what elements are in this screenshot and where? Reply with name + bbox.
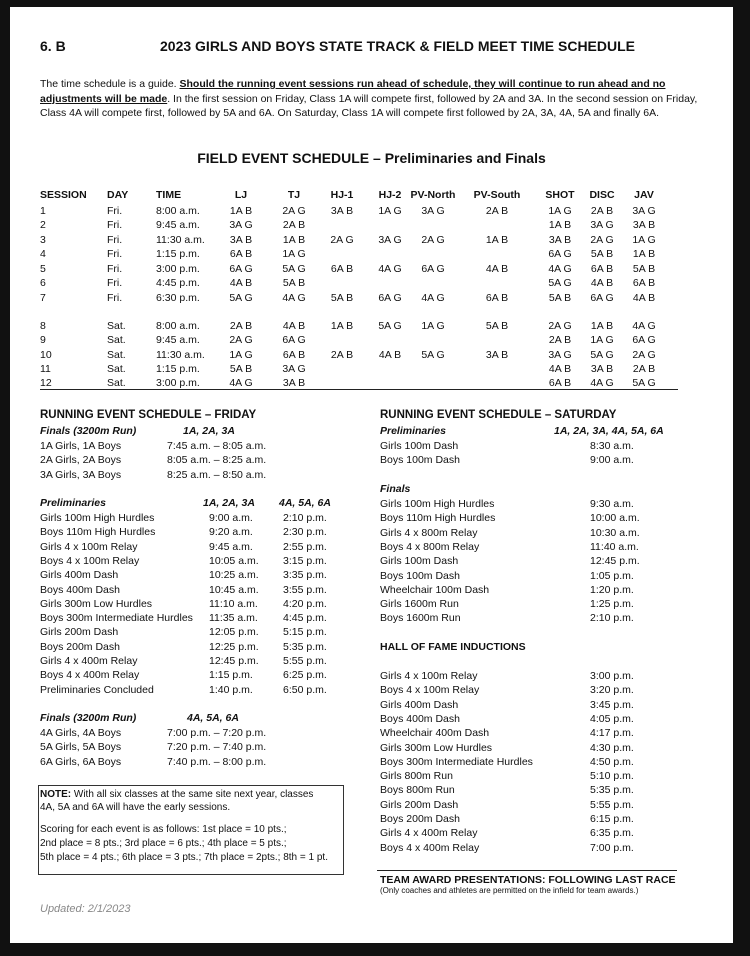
field-table-cell: 6A G [378, 292, 402, 304]
field-table-cell: 1A B [632, 248, 656, 260]
friday-prelim-row: Preliminaries Concluded [40, 683, 154, 696]
field-table-cell: 5A G [421, 349, 445, 361]
friday-finals2-row: 7:00 p.m. – 7:20 p.m. [167, 727, 267, 739]
field-header-cell: DAY [107, 189, 129, 201]
field-table-cell: 4A B [548, 363, 572, 375]
field-header-cell: JAV [634, 189, 654, 201]
field-table-cell: 5A G [590, 349, 614, 361]
field-table-cell: 6A G [229, 263, 253, 275]
field-table-cell: 1A G [590, 334, 614, 346]
team-award-heading: TEAM AWARD PRESENTATIONS: FOLLOWING LAST RACE [380, 874, 676, 886]
friday-finals2-label: Finals (3200m Run) [40, 712, 137, 724]
field-table-cell: 3A B [330, 205, 354, 217]
field-table-cell: 5A B [485, 320, 509, 332]
saturday-prelim-label: Preliminaries [380, 425, 446, 437]
saturday-finals-row: 9:30 a.m. [590, 498, 634, 510]
friday-finals1-row: 8:25 a.m. – 8:50 a.m. [167, 468, 267, 481]
saturday-finals2-row: 4:05 p.m. [590, 712, 634, 725]
field-header-cell: DISC [589, 189, 615, 201]
friday-finals1-row: 3A Girls, 3A Boys [40, 468, 122, 481]
friday-finals1-row: 7:45 a.m. – 8:05 a.m. [167, 440, 267, 452]
field-header-cell: HJ-2 [378, 189, 402, 201]
friday-title: RUNNING EVENT SCHEDULE – FRIDAY [40, 409, 257, 421]
field-table-cell: 5A G [229, 292, 253, 304]
saturday-finals2-row: 5:55 p.m. [590, 798, 634, 811]
friday-prelim-row: 4:45 p.m. [283, 612, 327, 625]
saturday-finals2-row: Boys 300m Intermediate Hurdles [380, 755, 533, 768]
saturday-finals2-row: 3:20 p.m. [590, 684, 634, 697]
friday-finals2-row: 4A Girls, 4A Boys [40, 727, 122, 739]
schedule-sheet [10, 7, 733, 943]
field-table-cell: 4A B [590, 277, 614, 289]
field-table-cell: 2A B [485, 205, 509, 217]
field-table-cell: 2A G [330, 234, 354, 246]
intro-lead: The time schedule is a guide. [40, 78, 177, 90]
field-table-cell: 3A G [421, 205, 445, 217]
saturday-prelim-row: 9:00 a.m. [590, 454, 634, 467]
friday-finals1-row: 2A Girls, 2A Boys [40, 454, 122, 467]
field-header-cell: PV-North [410, 189, 456, 201]
scoring-line3: 5th place = 4 pts.; 6th place = 3 pts.; 7th place = 2pts.; 8th = 1 pt. [40, 852, 328, 863]
field-table-cell: 3:00 p.m. [156, 263, 200, 275]
field-table-cell: 1A B [330, 320, 354, 332]
field-table-cell: 5A B [330, 292, 354, 304]
friday-prelim-row: 2:55 p.m. [283, 540, 327, 553]
field-table-cell: 8:00 a.m. [156, 320, 200, 332]
friday-prelim-row: 1:15 p.m. [209, 669, 253, 682]
field-table-cell: 9:45 a.m. [156, 334, 200, 346]
field-table-cell: 1:15 p.m. [156, 363, 200, 375]
field-table-cell: 3A G [590, 219, 614, 231]
field-table-cell: 3A G [229, 219, 253, 231]
field-table-cell: 6A G [590, 292, 614, 304]
field-table-cell: 4A G [421, 292, 445, 304]
field-table-cell: 3A B [632, 219, 656, 231]
saturday-finals2-row: Girls 400m Dash [380, 698, 459, 711]
saturday-finals2-row: Girls 4 x 400m Relay [380, 827, 478, 840]
field-table-cell: 9 [40, 334, 46, 346]
friday-prelim-row: Boys 110m High Hurdles [40, 526, 156, 539]
saturday-finals-row: 1:20 p.m. [590, 583, 634, 596]
field-table-cell: 3A B [485, 349, 509, 361]
saturday-finals-row: 10:30 a.m. [590, 526, 640, 539]
saturday-finals-label: Finals [380, 483, 411, 495]
scoring-line2: 2nd place = 8 pts.; 3rd place = 6 pts.; 4th place = 5 pts.; [40, 838, 287, 849]
friday-prelim-row: Girls 4 x 400m Relay [40, 655, 138, 667]
friday-prelim-row: 5:55 p.m. [283, 655, 327, 667]
field-table-cell: Fri. [107, 292, 123, 304]
hall-of-fame-label: HALL OF FAME INDUCTIONS [380, 641, 526, 653]
saturday-prelim-row: Boys 100m Dash [380, 454, 460, 467]
saturday-finals-row: 2:10 p.m. [590, 612, 634, 625]
field-schedule-title: FIELD EVENT SCHEDULE – Preliminaries and Finals [197, 150, 546, 166]
field-table-cell: 5A G [548, 277, 572, 289]
friday-prelim-row: 4:20 p.m. [283, 597, 327, 610]
field-table-cell: 2A G [282, 205, 306, 217]
friday-prelim-row: Girls 200m Dash [40, 626, 119, 639]
field-table-cell: 4:45 p.m. [156, 277, 200, 289]
saturday-finals2-row: 6:15 p.m. [590, 813, 634, 825]
field-table-cell: Fri. [107, 234, 123, 246]
field-table-cell: Sat. [107, 363, 126, 375]
team-award-note: (Only coaches and athletes are permitted on the infield for team awards.) [380, 886, 639, 895]
saturday-finals2-row: 6:35 p.m. [590, 827, 634, 840]
field-table-cell: 3A G [548, 349, 572, 361]
field-header-cell: SHOT [545, 189, 575, 201]
saturday-finals-row: 1:25 p.m. [590, 598, 634, 611]
intro-paragraph [40, 77, 700, 121]
friday-prelim-row: Girls 300m Low Hurdles [40, 597, 153, 610]
field-table-cell: 5A G [378, 320, 402, 332]
friday-finals1-class: 1A, 2A, 3A [183, 425, 235, 437]
field-table-cell: 4A B [229, 277, 253, 289]
field-table-cell: 6A B [229, 248, 253, 260]
field-table-cell: 1A B [590, 320, 614, 332]
friday-prelim-row: 11:10 a.m. [209, 597, 258, 610]
field-table-cell: 4A G [548, 263, 572, 275]
saturday-finals2-row: Girls 800m Run [380, 770, 453, 783]
saturday-finals2-row: Boys 800m Run [380, 784, 455, 797]
saturday-finals-row: 10:00 a.m. [590, 512, 640, 525]
friday-prelim-row: Girls 400m Dash [40, 569, 119, 582]
friday-prelim-row: 10:45 a.m. [209, 583, 259, 596]
field-table-cell: 6A G [421, 263, 445, 275]
field-table-cell: Sat. [107, 349, 126, 361]
field-table-cell: Fri. [107, 205, 123, 217]
saturday-finals-row: Girls 100m High Hurdles [380, 498, 495, 510]
field-table-cell: 7 [40, 292, 46, 304]
page-number: 6. B [40, 38, 66, 54]
friday-finals2-row: 6A Girls, 6A Boys [40, 755, 122, 768]
saturday-finals2-row: 4:50 p.m. [590, 755, 634, 768]
field-table-cell: 2A B [632, 363, 656, 375]
field-table-cell: Sat. [107, 320, 126, 332]
friday-finals2-row: 7:20 p.m. – 7:40 p.m. [167, 741, 267, 754]
friday-prelim-row: 1:40 p.m. [209, 683, 253, 696]
saturday-finals-row: Wheelchair 100m Dash [380, 583, 490, 596]
note-text1: With all six classes at the same site next year, classes [73, 789, 314, 800]
field-table-cell: 6A G [548, 248, 572, 260]
saturday-finals-row: 11:40 a.m. [590, 540, 639, 553]
field-table-cell: 4 [40, 248, 46, 260]
saturday-prelim-row: Girls 100m Dash [380, 440, 459, 452]
saturday-finals2-row: 3:00 p.m. [590, 670, 634, 682]
field-table-cell: 6A B [548, 377, 572, 389]
saturday-finals2-row: 4:30 p.m. [590, 741, 634, 754]
field-table-divider [40, 389, 678, 390]
field-table-cell: 12 [40, 377, 52, 389]
field-table-cell: 1A B [548, 219, 572, 231]
field-header-cell: SESSION [40, 189, 87, 201]
scoring-line1: Scoring for each event is as follows: 1st place = 10 pts.; [40, 824, 287, 835]
field-table-cell: 5A B [590, 248, 614, 260]
field-table-cell: 3A B [282, 377, 306, 389]
field-table-cell: 2A G [632, 349, 656, 361]
field-header-cell: PV-South [473, 189, 521, 201]
field-table-cell: 6A G [282, 334, 306, 346]
friday-finals2-class: 4A, 5A, 6A [187, 712, 239, 724]
friday-prelim-row: Boys 300m Intermediate Hurdles [40, 612, 193, 625]
friday-prelim-row: 10:25 a.m. [209, 569, 259, 582]
field-table-cell: 3 [40, 234, 46, 246]
friday-finals1-label: Finals (3200m Run) [40, 425, 137, 437]
intro-rest: . In the first session on Friday, Class 1A will compete first, followed by 2A and 3A. In the second session on Friday, Class 4A will compete first, followed by 5A and 6A. On Saturday, Class 1A will compete first followed by 2A, 3A, 4A, 5A and finally 6A. [40, 92, 698, 119]
friday-prelim-label: Preliminaries [40, 497, 106, 509]
field-header-cell: HJ-1 [330, 189, 354, 201]
friday-prelim-row: 12:45 p.m. [209, 655, 259, 667]
note-label: NOTE: [40, 789, 72, 800]
field-table-cell: 2 [40, 219, 46, 231]
field-table-cell: 4A B [378, 349, 402, 361]
field-table-cell: 1A B [282, 234, 306, 246]
field-table-cell: 3A B [590, 363, 614, 375]
friday-prelim-row: Boys 200m Dash [40, 640, 120, 653]
field-table-cell: 5A B [282, 277, 306, 289]
friday-prelim-row: 9:00 a.m. [209, 512, 253, 524]
field-table-cell: 4A G [229, 377, 253, 389]
field-table-cell: Fri. [107, 263, 123, 275]
saturday-finals-row: 1:05 p.m. [590, 569, 634, 582]
friday-prelim-row: 6:25 p.m. [283, 669, 327, 682]
field-table-cell: 6A B [485, 292, 509, 304]
field-table-cell: 1A B [485, 234, 509, 246]
field-header-cell: TIME [156, 189, 182, 201]
saturday-finals-row: Boys 100m Dash [380, 569, 460, 582]
field-table-cell: 2A G [229, 334, 253, 346]
field-table-cell: 2A G [548, 320, 572, 332]
field-table-cell: 1A G [548, 205, 572, 217]
friday-prelim-row: 10:05 a.m. [209, 554, 259, 567]
field-table-cell: 3A B [229, 234, 253, 246]
friday-prelim-row: Girls 4 x 100m Relay [40, 540, 138, 553]
field-table-cell: 6A B [330, 263, 354, 275]
field-table-cell: 8:00 a.m. [156, 205, 200, 217]
saturday-finals2-row: Boys 4 x 400m Relay [380, 841, 480, 854]
saturday-finals2-row: Girls 200m Dash [380, 798, 459, 811]
field-table-cell: 8 [40, 320, 46, 332]
field-table-cell: Sat. [107, 334, 126, 346]
field-table-cell: 4A G [282, 292, 306, 304]
field-table-cell: 6A B [632, 277, 656, 289]
friday-prelim-row: 5:35 p.m. [283, 640, 327, 653]
saturday-finals2-row: Boys 400m Dash [380, 712, 460, 725]
saturday-finals2-row: Boys 4 x 100m Relay [380, 684, 480, 697]
friday-prelim-col2: 4A, 5A, 6A [279, 497, 331, 509]
saturday-prelim-class: 1A, 2A, 3A, 4A, 5A, 6A [554, 425, 664, 437]
saturday-finals-row: Girls 4 x 800m Relay [380, 526, 478, 539]
friday-prelim-row: 3:15 p.m. [283, 554, 327, 567]
field-table-cell: 2A G [421, 234, 445, 246]
field-table-cell: 10 [40, 349, 52, 361]
field-table-cell: 4A G [590, 377, 614, 389]
saturday-finals2-row: Girls 4 x 100m Relay [380, 670, 478, 682]
field-table-cell: 3A G [632, 205, 656, 217]
field-table-cell: 2A B [282, 219, 306, 231]
field-table-cell: 6A G [632, 334, 656, 346]
saturday-finals2-row: Boys 200m Dash [380, 813, 460, 825]
friday-prelim-col1: 1A, 2A, 3A [203, 497, 255, 509]
friday-prelim-row: 9:45 a.m. [209, 540, 253, 553]
field-table-cell: 4A G [378, 263, 402, 275]
saturday-finals2-row: 4:17 p.m. [590, 727, 634, 740]
field-table-cell: 9:45 a.m. [156, 219, 200, 231]
friday-prelim-row: 12:05 p.m. [209, 626, 259, 639]
updated-date: Updated: 2/1/2023 [40, 903, 131, 915]
field-table-cell: 3A G [378, 234, 402, 246]
field-table-cell: 1A G [282, 248, 306, 260]
intro-emphasis: Should the running event sessions run ahead of schedule, they will continue to run ahead and no adjustments will be made [40, 78, 666, 105]
field-table-cell: 5A B [229, 363, 253, 375]
field-table-cell: 11:30 a.m. [156, 349, 205, 361]
saturday-finals-row: Boys 4 x 800m Relay [380, 540, 480, 553]
saturday-finals-row: 12:45 p.m. [590, 555, 640, 568]
friday-prelim-row: 12:25 p.m. [209, 640, 259, 653]
field-table-cell: 11:30 a.m. [156, 234, 205, 246]
field-table-cell: 1:15 p.m. [156, 248, 200, 260]
saturday-finals2-row: Wheelchair 400m Dash [380, 727, 490, 740]
note-line1 [40, 789, 313, 800]
field-table-cell: 4A B [632, 292, 656, 304]
field-header-cell: LJ [234, 189, 248, 201]
friday-prelim-row: 6:50 p.m. [283, 683, 327, 696]
field-table-cell: 5 [40, 263, 46, 275]
field-table-cell: 4A G [632, 320, 656, 332]
field-table-cell: Sat. [107, 377, 126, 389]
saturday-prelim-row: 8:30 a.m. [590, 440, 634, 452]
team-award-divider [377, 870, 677, 871]
field-table-cell: 6A B [282, 349, 306, 361]
field-table-cell: 1A G [229, 349, 253, 361]
field-table-cell: 1A G [632, 234, 656, 246]
saturday-title: RUNNING EVENT SCHEDULE – SATURDAY [380, 409, 617, 421]
field-table-cell: 2A B [590, 205, 614, 217]
saturday-finals-row: Boys 110m High Hurdles [380, 512, 496, 525]
field-table-cell: Fri. [107, 277, 123, 289]
friday-prelim-row: 11:35 a.m. [209, 612, 258, 625]
saturday-finals2-row: 3:45 p.m. [590, 698, 634, 711]
field-header-cell: TJ [287, 189, 301, 201]
friday-finals2-row: 7:40 p.m. – 8:00 p.m. [167, 755, 267, 768]
friday-prelim-row: 9:20 a.m. [209, 526, 253, 539]
field-table-cell: 6:30 p.m. [156, 292, 200, 304]
page-title: 2023 GIRLS AND BOYS STATE TRACK & FIELD MEET TIME SCHEDULE [160, 38, 636, 54]
field-table-cell: 1A G [378, 205, 402, 217]
friday-prelim-row: Boys 4 x 100m Relay [40, 554, 140, 567]
saturday-finals-row: Girls 100m Dash [380, 555, 459, 568]
friday-prelim-row: 3:55 p.m. [283, 583, 327, 596]
field-table-cell: 11 [40, 363, 51, 375]
field-table-cell: 1A B [229, 205, 253, 217]
saturday-finals2-row: 5:35 p.m. [590, 784, 634, 797]
friday-finals2-row: 5A Girls, 5A Boys [40, 741, 122, 754]
field-table-cell: 4A B [282, 320, 306, 332]
field-table-cell: 2A G [590, 234, 614, 246]
field-table-cell: 5A G [282, 263, 306, 275]
friday-prelim-row: 3:35 p.m. [283, 569, 327, 582]
field-table-cell: Fri. [107, 219, 123, 231]
saturday-finals-row: Girls 1600m Run [380, 598, 459, 611]
saturday-finals2-row: Girls 300m Low Hurdles [380, 741, 493, 754]
field-table-cell: 2A B [548, 334, 572, 346]
saturday-finals2-row: 7:00 p.m. [590, 841, 634, 854]
friday-prelim-row: 5:15 p.m. [283, 626, 327, 639]
field-table-cell: 3:00 p.m. [156, 377, 200, 389]
saturday-finals-row: Boys 1600m Run [380, 612, 461, 625]
field-table-cell: 3A G [282, 363, 306, 375]
field-table-cell: Fri. [107, 248, 123, 260]
field-table-cell: 1A G [421, 320, 445, 332]
friday-prelim-row: 2:30 p.m. [283, 526, 327, 539]
saturday-finals2-row: 5:10 p.m. [590, 770, 634, 783]
friday-prelim-row: Boys 400m Dash [40, 583, 120, 596]
friday-finals1-row: 8:05 a.m. – 8:25 a.m. [167, 454, 267, 467]
field-table-cell: 6 [40, 277, 46, 289]
field-table-cell: 5A B [632, 263, 656, 275]
field-table-cell: 1 [40, 205, 46, 217]
field-table-cell: 2A B [229, 320, 253, 332]
note-text2: 4A, 5A and 6A will have the early sessions. [40, 802, 231, 813]
friday-finals1-row: 1A Girls, 1A Boys [40, 440, 122, 452]
field-table-cell: 2A B [330, 349, 354, 361]
field-table-cell: 5A G [632, 377, 656, 389]
field-table-cell: 3A B [548, 234, 572, 246]
friday-prelim-row: Girls 100m High Hurdles [40, 512, 155, 524]
friday-prelim-row: Boys 4 x 400m Relay [40, 669, 140, 682]
friday-prelim-row: 2:10 p.m. [283, 512, 327, 524]
field-table-cell: 4A B [485, 263, 509, 275]
field-table-cell: 5A B [548, 292, 572, 304]
field-table-cell: 6A B [590, 263, 614, 275]
